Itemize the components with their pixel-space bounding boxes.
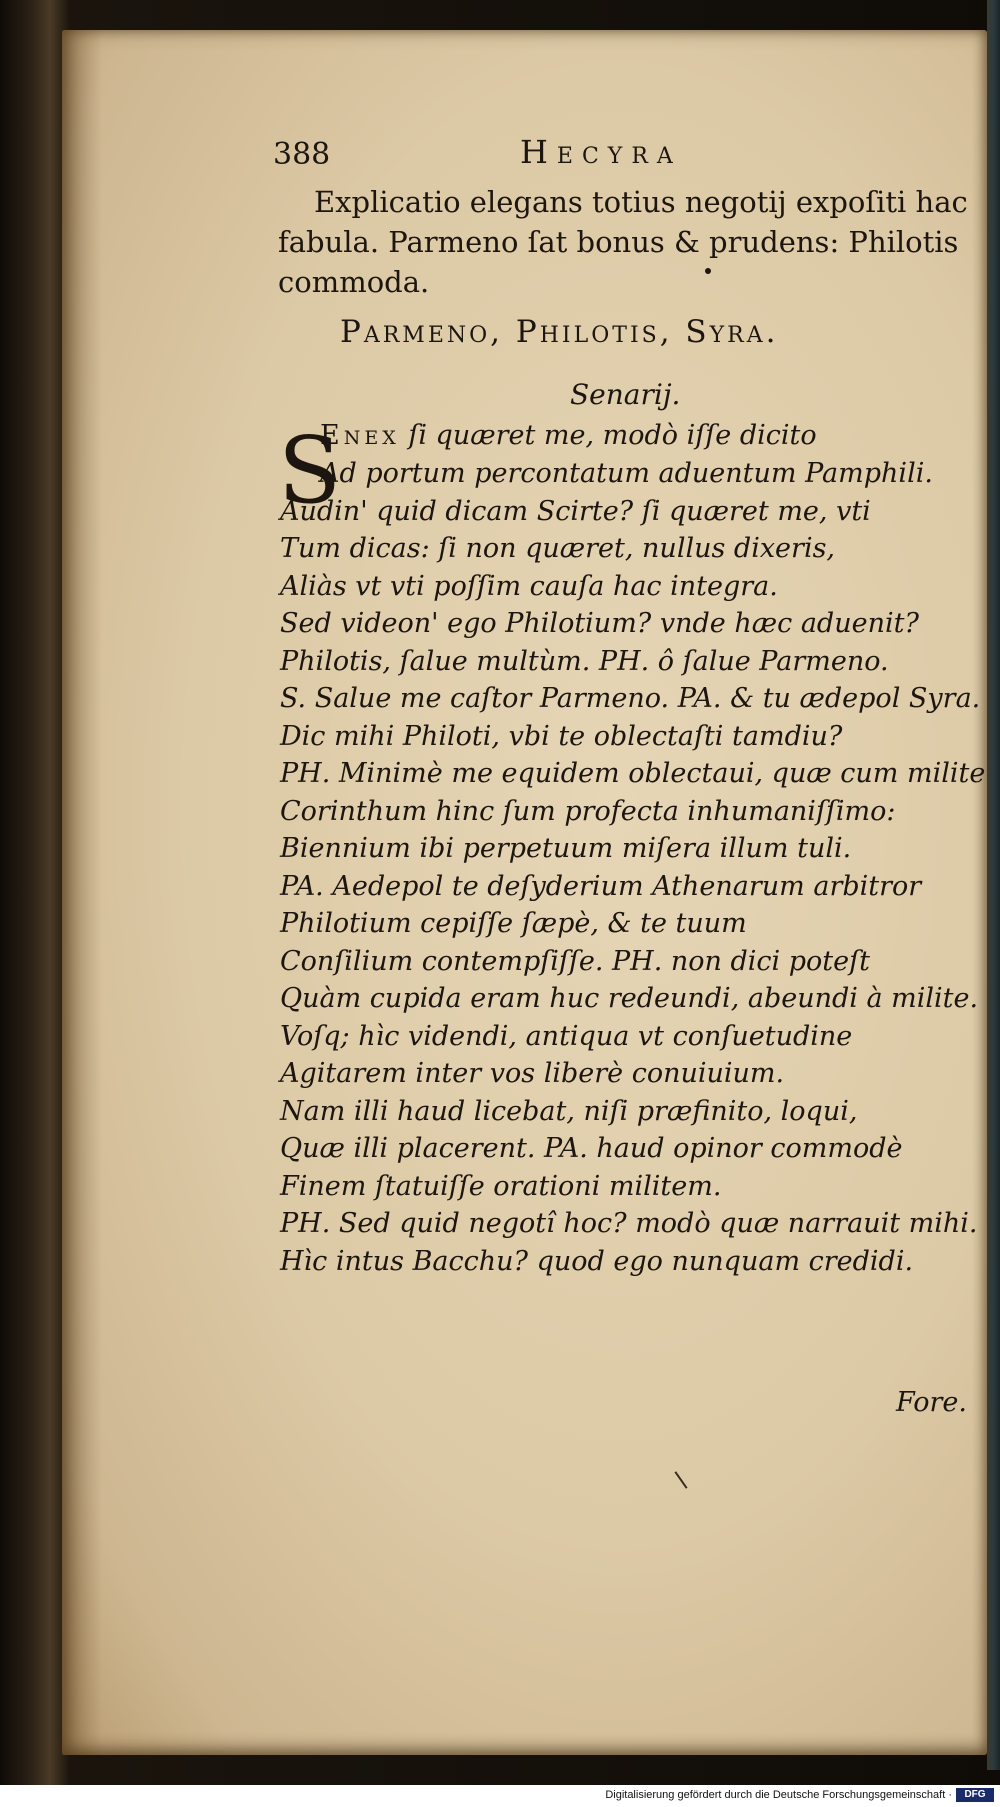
verse-line: Philotis, ſalue multùm. PH. ô ſalue Parmeno. <box>280 646 889 677</box>
drop-capital: S <box>278 417 342 524</box>
verse-line: Aliàs vt vti poſſim cauſa hac integra. <box>280 571 778 602</box>
verse-line: Ad portum percontatum aduentum Pamphili. <box>320 458 933 489</box>
verse-line: Tum dicas: ſi non quæret, nullus dixeris, <box>280 533 836 564</box>
verse-line: Audin' quid dicam Scirte? ſi quæret me, vti <box>280 496 871 527</box>
verse-line: Philotium cepiſſe ſæpè, & te tuum <box>280 908 747 939</box>
verse-line: Corinthum hinc ſum profecta inhumaniſſimo: <box>280 796 896 827</box>
verse-line-first <box>320 420 817 451</box>
verse-line: Sed videon' ego Philotium? vnde hæc aduenit? <box>280 608 919 639</box>
argument-line-3: commoda. <box>278 265 430 299</box>
stray-dot <box>705 268 711 274</box>
facing-page-edge <box>987 0 1000 1770</box>
dfg-logo: DFG <box>956 1788 994 1802</box>
argument-line-1: Explicatio elegans totius negotij expoſiti hac <box>314 185 968 219</box>
verse-line: Agitarem inter vos liberè conuiuium. <box>280 1058 785 1089</box>
verse-line: Nam illi haud licebat, niſi præfinito, loqui, <box>280 1096 858 1127</box>
page-number: 388 <box>273 137 331 172</box>
verse-line-text: ſi quæret me, modò iſſe dicito <box>408 420 817 451</box>
verse-line: PH. Sed quid negotî hoc? modò quæ narrauit mihi. <box>280 1208 978 1239</box>
verse-line: Quàm cupida eram huc redeundi, abeundi à milite. <box>280 983 979 1014</box>
first-word: Enex <box>320 420 400 451</box>
verse-line: Dic mihi Philoti, vbi te oblectaſti tamdiu? <box>280 721 843 752</box>
verse-line: Voſq; hìc videndi, antiqua vt conſuetudine <box>280 1021 853 1052</box>
verse-line: Quæ illi placerent. PA. haud opinor commodè <box>280 1133 903 1164</box>
meter-heading: Senarij. <box>570 378 681 411</box>
footer-credit: Digitalisierung gefördert durch die Deutsche Forschungsgemeinschaft · <box>605 1789 952 1801</box>
argument-line-2: fabula. Parmeno ſat bonus & prudens: Philotis <box>278 225 959 259</box>
verse-line: Hìc intus Bacchu? quod ego nunquam credidi. <box>280 1246 914 1277</box>
verse-line: Conſilium contempſiſſe. PH. non dici poteſt <box>280 946 870 977</box>
dramatis-personae: Parmeno, Philotis, Syra. <box>340 314 779 350</box>
verse-line: Finem ſtatuiſſe orationi militem. <box>280 1171 722 1202</box>
verse-line: Biennium ibi perpetuum miſera illum tuli. <box>280 833 852 864</box>
verse-line: PA. Aedepol te deſyderium Athenarum arbitror <box>280 871 922 902</box>
running-title: Hecyra <box>520 133 682 171</box>
catchword: Fore. <box>896 1387 967 1418</box>
verse-line: PH. Minimè me equidem oblectaui, quæ cum milite <box>280 758 986 789</box>
verse-line: S. Salue me caſtor Parmeno. PA. & tu ædepol Syra. <box>280 683 981 714</box>
